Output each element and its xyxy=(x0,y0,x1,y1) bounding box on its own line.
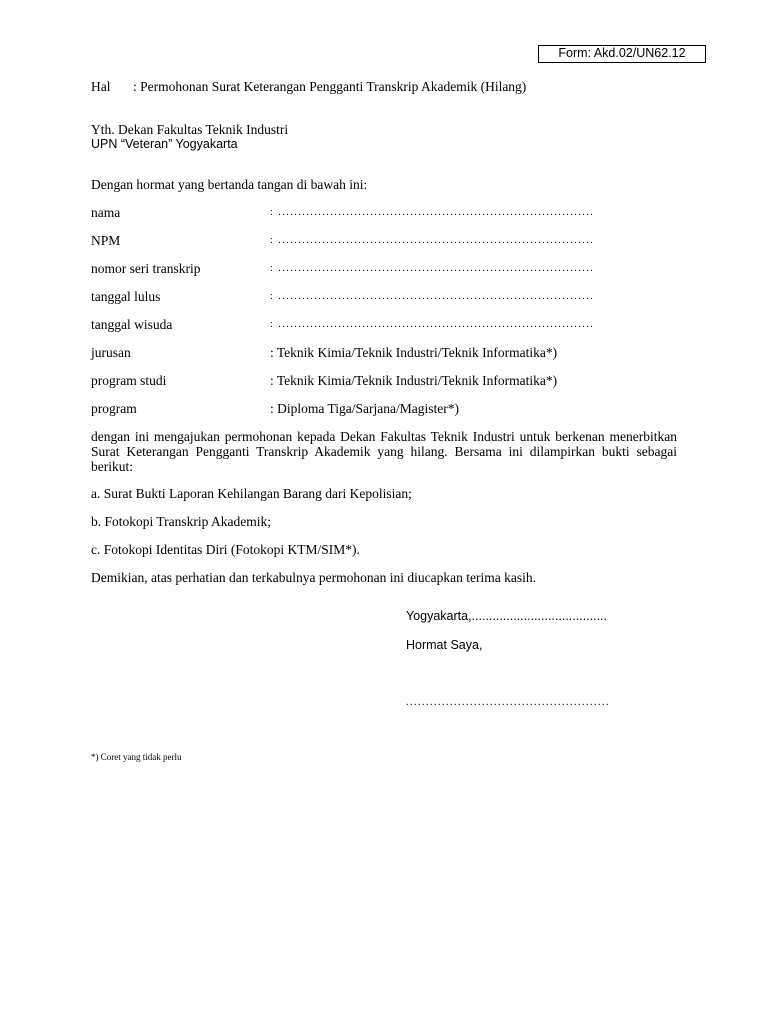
field-label-nama: nama xyxy=(91,205,121,220)
field-label-tanggal-lulus: tanggal lulus xyxy=(91,289,161,304)
field-label-program: program xyxy=(91,401,137,416)
attachment-item-b: b. Fotokopi Transkrip Akademik; xyxy=(91,514,272,529)
field-value-program: : Diploma Tiga/Sarjana/Magister*) xyxy=(270,401,459,416)
field-label-npm: NPM xyxy=(91,233,121,248)
field-value-nama: : ............................................................................... xyxy=(270,207,595,218)
field-value-program-studi: : Teknik Kimia/Teknik Industri/Teknik Informatika*) xyxy=(270,373,558,388)
intro-text: Dengan hormat yang bertanda tangan di bawah ini: xyxy=(91,177,368,192)
addressee-line-1: Yth. Dekan Fakultas Teknik Industri xyxy=(91,122,289,137)
field-value-npm: : ............................................................................... xyxy=(270,235,595,246)
field-value-tanggal-lulus: : ............................................................................... xyxy=(270,291,595,302)
attachment-item-a: a. Surat Bukti Laporan Kehilangan Barang dari Kepolisian; xyxy=(91,486,412,501)
field-value-nomor-seri-transkrip: : ............................................................................... xyxy=(270,263,595,274)
signature-name-line: ................................................... xyxy=(406,697,610,708)
request-paragraph: dengan ini mengajukan permohonan kepada Dekan Fakultas Teknik Industri untuk berkenan menerbitkan Surat Keterangan Pengganti Transkrip Akademik yang hilang. Bersama ini dilampirkan bukti sebagai berikut: xyxy=(91,429,677,474)
footnote: *) Coret yang tidak perlu xyxy=(91,752,182,762)
form-code-box: Form: Akd.02/UN62.12 xyxy=(538,45,706,63)
field-label-nomor-seri-transkrip: nomor seri transkrip xyxy=(91,261,201,276)
subject-label: Hal xyxy=(91,79,111,94)
attachment-item-c: c. Fotokopi Identitas Diri (Fotokopi KTM/SIM*). xyxy=(91,542,360,557)
addressee-line-2: UPN “Veteran” Yogyakarta xyxy=(91,137,238,151)
field-label-tanggal-wisuda: tanggal wisuda xyxy=(91,317,173,332)
subject-text: : Permohonan Surat Keterangan Pengganti Transkrip Akademik (Hilang) xyxy=(133,79,527,94)
field-label-jurusan: jurusan xyxy=(91,345,131,360)
field-value-tanggal-wisuda: : ............................................................................... xyxy=(270,319,595,330)
closing-text: Demikian, atas perhatian dan terkabulnya permohonan ini diucapkan terima kasih. xyxy=(91,570,536,585)
field-label-program-studi: program studi xyxy=(91,373,167,388)
field-value-jurusan: : Teknik Kimia/Teknik Industri/Teknik Informatika*) xyxy=(270,345,558,360)
signature-place-date: Yogyakarta,....................................... xyxy=(406,609,608,623)
signature-greeting: Hormat Saya, xyxy=(406,638,483,652)
